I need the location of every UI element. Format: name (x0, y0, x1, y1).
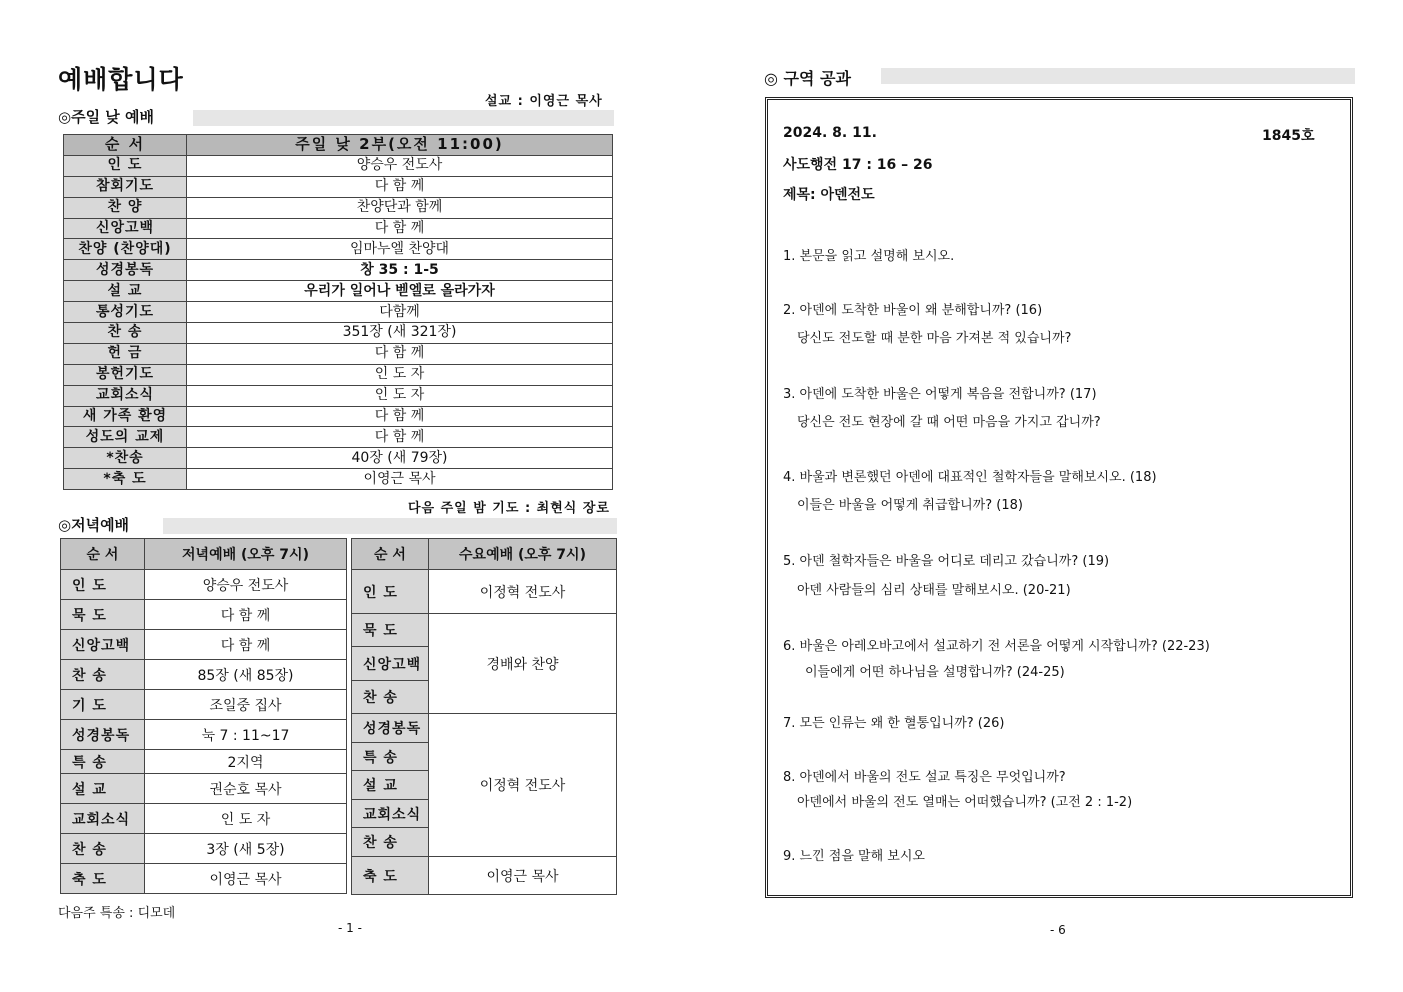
row-key: 신앙고백 (61, 630, 145, 660)
row-key: 특 송 (352, 743, 429, 771)
row-value: 인 도 자 (187, 385, 613, 406)
question-6-sub: 이들에게 어떤 하나님을 설명합니까? (24-25) (805, 665, 1065, 680)
table-row (352, 570, 617, 614)
row-key: 특 송 (61, 750, 145, 774)
table-row (64, 448, 613, 469)
question-9: 9. 느낀 점을 말해 보시오 (783, 849, 925, 864)
table-row (64, 239, 613, 260)
row-key: 찬 송 (352, 828, 429, 857)
row-value: 다 함 께 (187, 176, 613, 197)
row-value: 이영근 목사 (429, 857, 617, 895)
question-8-sub: 아덴에서 바울의 전도 열매는 어떠했습니까? (고전 2 : 1-2) (797, 795, 1133, 810)
row-value: 임마누엘 찬양대 (187, 239, 613, 260)
row-value: 이정혁 전도사 (429, 570, 617, 614)
question-2: 2. 아덴에 도착한 바울이 왜 분해합니까? (16) (783, 303, 1043, 318)
row-value: 인 도 자 (187, 364, 613, 385)
table-row (64, 469, 613, 490)
table-row (64, 281, 613, 302)
table-row (61, 864, 347, 894)
table-row (64, 218, 613, 239)
table-row (64, 302, 613, 323)
row-key: 찬양 (찬양대) (64, 239, 187, 260)
row-key: 설 교 (61, 774, 145, 804)
row-value: 351장 (새 321장) (187, 323, 613, 344)
row-value: 이정혁 전도사 (429, 714, 617, 857)
row-key: 성경봉독 (352, 714, 429, 743)
table-header-row (61, 539, 347, 570)
table-header-row (352, 539, 617, 570)
next-prayer-note: 다음 주일 밤 기도 : 최현식 장로 (407, 501, 610, 516)
row-value: 양승우 전도사 (187, 155, 613, 176)
section-bar (881, 68, 1355, 84)
row-key: 인 도 (61, 570, 145, 600)
row-key: 묵 도 (352, 614, 429, 647)
row-key: 찬 송 (61, 660, 145, 690)
table-row (61, 600, 347, 630)
table-row (64, 197, 613, 218)
question-5-sub: 아덴 사람들의 심리 상태를 말해보시오. (20-21) (797, 583, 1071, 598)
evening-section-heading: ◎저녁예배 (58, 516, 130, 534)
table-row (61, 750, 347, 774)
row-key: 성도의 교제 (64, 427, 187, 448)
row-key: 찬 송 (61, 834, 145, 864)
table-row (64, 406, 613, 427)
row-value: 다 함 께 (145, 630, 347, 660)
table-row (61, 570, 347, 600)
row-key: 설 교 (352, 771, 429, 800)
row-key: 찬 송 (352, 681, 429, 714)
row-value: 조일중 집사 (145, 690, 347, 720)
page-title: 예배합니다 (58, 65, 184, 94)
row-value: 다 함 께 (187, 406, 613, 427)
row-key: *축 도 (64, 469, 187, 490)
wednesday-service-table (351, 538, 617, 895)
row-value: 찬양단과 함께 (187, 197, 613, 218)
sunday-service-table (63, 134, 613, 490)
table-row (61, 834, 347, 864)
row-value: 다 함 께 (187, 218, 613, 239)
header-service: 주일 낮 2부(오전 11:00) (187, 135, 613, 156)
row-value: 눅 7 : 11~17 (145, 720, 347, 750)
sermon-title: 우리가 일어나 벧엘로 올라가자 (187, 281, 613, 302)
row-value: 다함께 (187, 302, 613, 323)
question-5: 5. 아덴 철학자들은 바울을 어디로 데리고 갔습니까? (19) (783, 554, 1110, 569)
row-key: 축 도 (352, 857, 429, 895)
row-value: 권순호 목사 (145, 774, 347, 804)
question-2-sub: 당신도 전도할 때 분한 마음 가져본 적 있습니까? (797, 331, 1072, 346)
question-6: 6. 바울은 아레오바고에서 설교하기 전 서론을 어떻게 시작합니까? (22-23) (783, 639, 1210, 654)
row-value: 이영근 목사 (145, 864, 347, 894)
row-key: 신앙고백 (352, 647, 429, 681)
row-key: 신앙고백 (64, 218, 187, 239)
table-row (61, 660, 347, 690)
row-value: 인 도 자 (145, 804, 347, 834)
scripture-passage: 사도행전 17 : 16 – 26 (783, 157, 933, 173)
footnote: 다음주 특송 : 디모데 (58, 906, 176, 921)
table-row (64, 427, 613, 448)
row-value: 85장 (새 85장) (145, 660, 347, 690)
evening-service-table (60, 538, 347, 894)
table-row (61, 690, 347, 720)
row-key: 축 도 (61, 864, 145, 894)
section-bar (163, 518, 617, 534)
row-value: 다 함 께 (187, 427, 613, 448)
question-4: 4. 바울과 변론했던 아덴에 대표적인 철학자들을 말해보시오. (18) (783, 470, 1157, 485)
row-key: 헌 금 (64, 343, 187, 364)
header-service: 수요예배 (오후 7시) (429, 539, 617, 570)
row-key: 새 가족 환영 (64, 406, 187, 427)
table-row (64, 155, 613, 176)
row-key: *찬송 (64, 448, 187, 469)
row-key: 성경봉독 (64, 260, 187, 281)
row-value: 40장 (새 79장) (187, 448, 613, 469)
table-row (64, 260, 613, 281)
row-value: 이영근 목사 (187, 469, 613, 490)
question-3: 3. 아덴에 도착한 바울은 어떻게 복음을 전합니까? (17) (783, 387, 1097, 402)
header-service: 저녁예배 (오후 7시) (145, 539, 347, 570)
sunday-section-heading: ◎주일 낮 예배 (58, 108, 154, 126)
header-order: 순 서 (64, 135, 187, 156)
table-row (64, 343, 613, 364)
row-key: 찬 양 (64, 197, 187, 218)
table-row (61, 720, 347, 750)
page-number-left: - 1 - (338, 921, 362, 935)
question-4-sub: 이들은 바울을 어떻게 취급합니까? (18) (797, 498, 1023, 513)
table-row (61, 774, 347, 804)
header-order: 순 서 (61, 539, 145, 570)
table-row (61, 630, 347, 660)
lesson-subject: 제목: 아덴전도 (783, 187, 875, 203)
row-key: 설 교 (64, 281, 187, 302)
row-value: 창 35 : 1-5 (187, 260, 613, 281)
page-number-right: - 6 (1050, 923, 1066, 937)
row-key: 교회소식 (61, 804, 145, 834)
row-key: 참회기도 (64, 176, 187, 197)
table-row (64, 176, 613, 197)
row-key: 교회소식 (352, 800, 429, 828)
table-header-row (64, 135, 613, 156)
table-row (64, 323, 613, 344)
row-key: 교회소식 (64, 385, 187, 406)
row-key: 묵 도 (61, 600, 145, 630)
row-value: 다 함 께 (187, 343, 613, 364)
table-row (64, 385, 613, 406)
table-row (352, 614, 617, 647)
row-value: 2지역 (145, 750, 347, 774)
row-key: 인 도 (64, 155, 187, 176)
table-row (61, 804, 347, 834)
lesson-date: 2024. 8. 11. (783, 125, 877, 141)
question-7: 7. 모든 인류는 왜 한 혈통입니까? (26) (783, 716, 1005, 731)
question-8: 8. 아덴에서 바울의 전도 설교 특징은 무엇입니까? (783, 770, 1066, 785)
row-value: 다 함 께 (145, 600, 347, 630)
question-3-sub: 당신은 전도 현장에 갈 때 어떤 마음을 가지고 갑니까? (797, 415, 1101, 430)
row-key: 인 도 (352, 570, 429, 614)
preacher-label: 설교 : 이영근 목사 (485, 94, 603, 109)
row-key: 통성기도 (64, 302, 187, 323)
table-row (64, 364, 613, 385)
header-order: 순 서 (352, 539, 429, 570)
table-row (352, 857, 617, 895)
row-value: 양승우 전도사 (145, 570, 347, 600)
row-value: 경배와 찬양 (429, 614, 617, 714)
row-key: 기 도 (61, 690, 145, 720)
row-value: 3장 (새 5장) (145, 834, 347, 864)
row-key: 찬 송 (64, 323, 187, 344)
issue-number: 1845호 (1262, 128, 1315, 144)
table-row (352, 714, 617, 743)
study-section-heading: ◎ 구역 공과 (764, 69, 851, 88)
question-1: 1. 본문을 읽고 설명해 보시오. (783, 249, 955, 264)
row-key: 성경봉독 (61, 720, 145, 750)
section-bar (193, 110, 614, 126)
row-key: 봉헌기도 (64, 364, 187, 385)
